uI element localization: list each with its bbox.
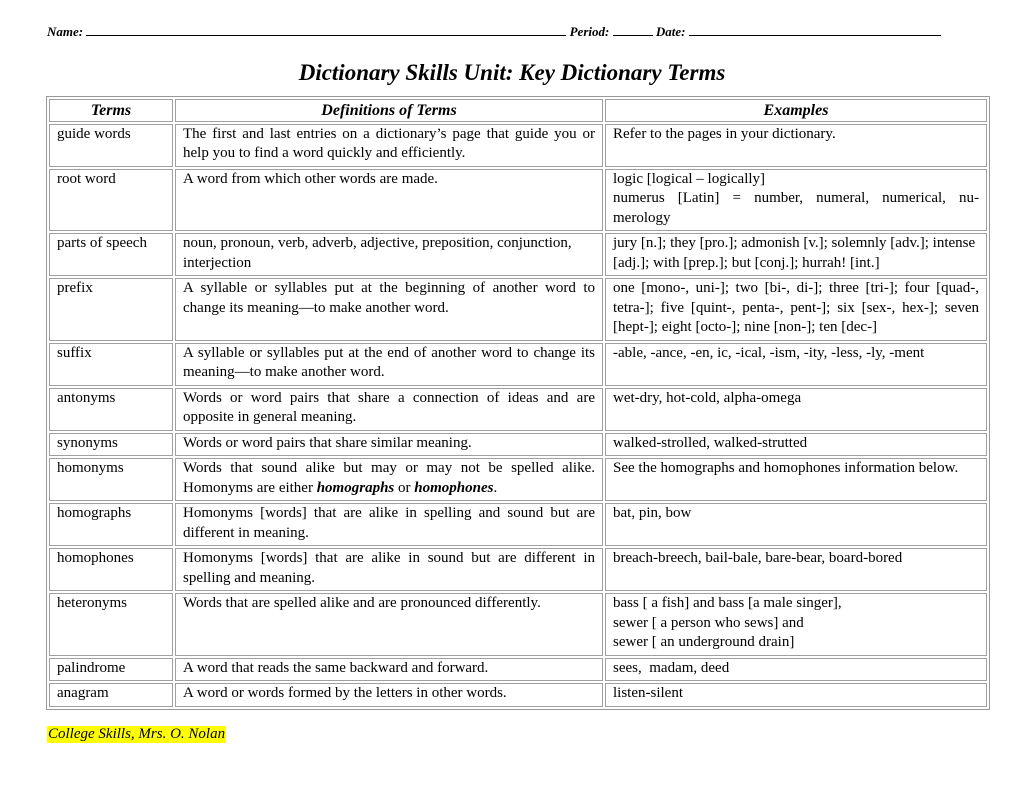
examples-cell [605,593,987,656]
definition-cell: A syllable or syllables put at the end of another word to change its meaning—to make another word. [175,343,603,386]
table-row [49,278,987,341]
table-row [49,169,987,232]
definition-cell: Words or word pairs that share similar meaning. [175,433,603,457]
term-cell: anagram [49,683,173,707]
example-line: bass [ a fish] and bass [a male singer], [613,595,842,611]
period-label: Period: [569,24,610,39]
definition-cell [175,458,603,501]
table-row [49,683,987,707]
definition-cell: A syllable or syllables put at the beginning of another word to change its meaning—to make another word. [175,278,603,341]
term-cell: prefix [49,278,173,341]
table-row [49,343,987,386]
definition-cell: A word from which other words are made. [175,169,603,232]
table-row [49,458,987,501]
table-row [49,658,987,682]
term-cell: palindrome [49,658,173,682]
definition-text: Words that sound alike but may or may not be spelled alike. Homonyms are either [183,460,595,496]
term-cell: synonyms [49,433,173,457]
examples-cell: one [mono-, uni-]; two [bi-, di-]; three [tri-]; four [quad-, tetra-]; five [quint-, penta-, pent-]; six [sex-, hex-]; seven [hept-]; eight [octo-]; nine [non-]; ten [dec-] [605,278,987,341]
name-label: Name: [47,24,84,39]
table-header-row [49,99,987,122]
examples-cell: See the homographs and homophones information below. [605,458,987,501]
date-label: Date: [655,24,686,39]
term-cell: homonyms [49,458,173,501]
term-cell: antonyms [49,388,173,431]
table-row [49,593,987,656]
examples-cell: walked-strolled, walked-strutted [605,433,987,457]
term-cell: guide words [49,124,173,167]
column-header-definitions: Definitions of Terms [175,99,603,122]
term-cell: parts of speech [49,233,173,276]
emphasis-homophones: homophones [414,479,494,496]
definition-text-period: . [493,479,498,496]
column-header-examples: Examples [605,99,987,122]
example-line: logic [logical – logically] [613,170,766,187]
definition-cell: A word that reads the same backward and forward. [175,658,603,682]
table-row [49,124,987,167]
term-cell: homophones [49,548,173,591]
table-row [49,503,987,546]
definition-cell: Homonyms [words] that are alike in spelling and sound but are different in meaning. [175,503,603,546]
examples-cell [605,169,987,232]
definition-text-or: or [394,479,415,496]
term-cell: heteronyms [49,593,173,656]
table-row [49,388,987,431]
examples-cell: listen-silent [605,683,987,707]
example-line: sewer [ a person who sews] and [613,614,804,631]
terms-table [46,96,990,710]
examples-cell: jury [n.]; they [pro.]; admonish [v.]; solemnly [adv.]; intense [adj.]; with [prep.]; but [conj.]; hurrah! [int.] [605,233,987,276]
examples-cell: -able, -ance, -en, ic, -ical, -ism, -ity, -less, -ly, -ment [605,343,987,386]
definition-cell: The first and last entries on a dictionary’s page that guide you or help you to find a word quickly and efficiently. [175,124,603,167]
date-blank[interactable] [689,24,941,36]
term-cell: homographs [49,503,173,546]
examples-cell: wet-dry, hot-cold, alpha-omega [605,388,987,431]
footer-credit: College Skills, Mrs. O. Nolan [48,726,226,742]
column-header-terms: Terms [49,99,173,122]
examples-cell: Refer to the pages in your dictionary. [605,124,987,167]
definition-cell: A word or words formed by the letters in other words. [175,683,603,707]
header-line [47,24,977,40]
examples-cell: sees, madam, deed [605,658,987,682]
example-line: sewer [ an underground drain] [613,634,795,650]
definition-cell: Homonyms [words] that are alike in sound but are different in spelling and meaning. [175,548,603,591]
examples-cell: breach-breech, bail-bale, bare-bear, board-bored [605,548,987,591]
definition-cell: Words or word pairs that share a connection of ideas and are opposite in general meaning. [175,388,603,431]
term-cell: root word [49,169,173,232]
emphasis-homographs: homographs [316,479,395,496]
page-title: Dictionary Skills Unit: Key Dictionary Terms [298,60,726,85]
table-row [49,233,987,276]
examples-cell: bat, pin, bow [605,503,987,546]
definition-cell: Words that are spelled alike and are pronounced differently. [175,593,603,656]
table-row [49,548,987,591]
term-cell: suffix [49,343,173,386]
name-blank[interactable] [86,24,566,36]
table-row [49,433,987,457]
period-blank[interactable] [613,24,653,36]
definition-cell: noun, pronoun, verb, adverb, adjective, preposition, conjunction, interjection [175,233,603,276]
example-line: numerus [Latin] = number, numeral, numerical, nu-merology [613,190,979,226]
